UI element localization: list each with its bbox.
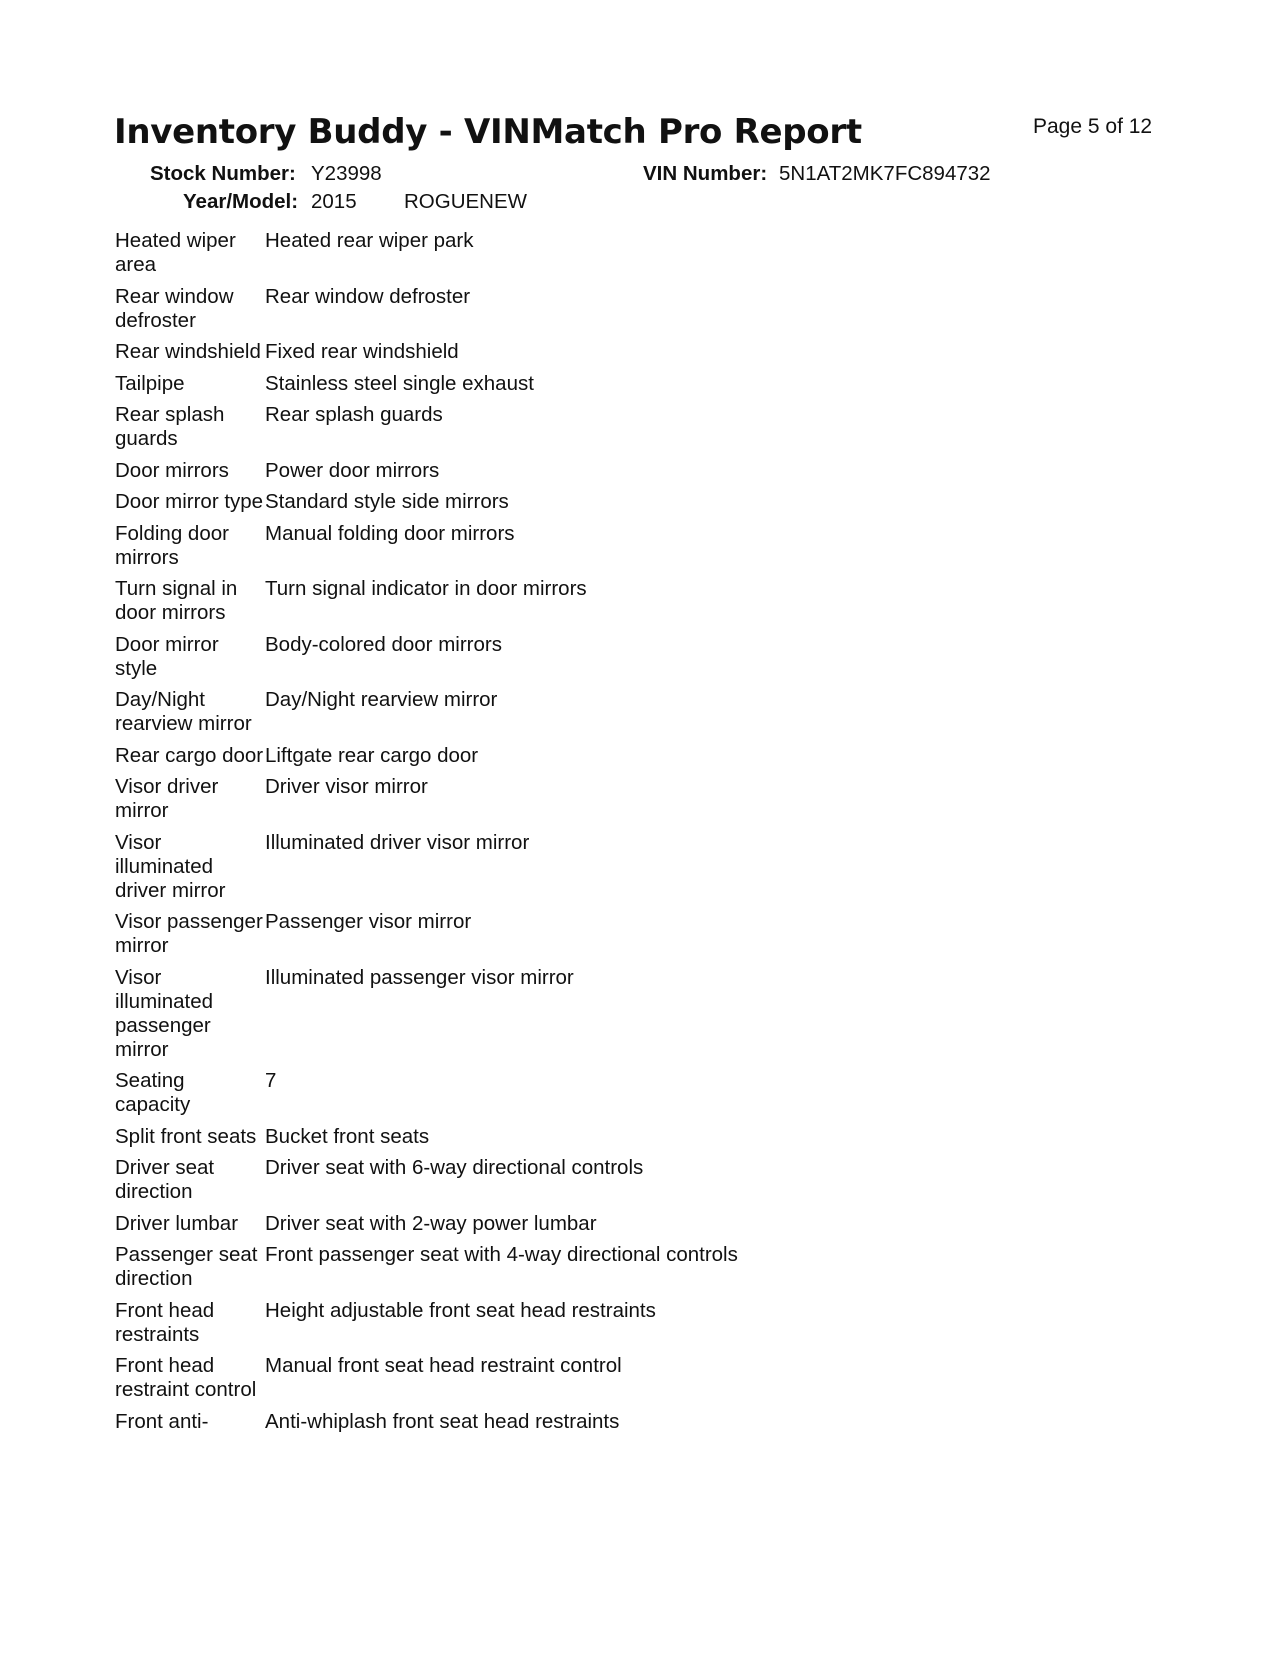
spec-list <box>115 229 1015 1441</box>
vin-number-label: VIN Number: <box>643 162 768 185</box>
spec-value: Fixed rear windshield <box>265 340 459 363</box>
spec-row <box>115 340 1015 364</box>
spec-row <box>115 403 1015 451</box>
spec-label: Visor illuminated passenger mirror <box>115 965 213 1061</box>
spec-row <box>115 775 1015 823</box>
spec-value: Rear splash guards <box>265 403 443 426</box>
spec-label: Driver seat direction <box>115 1156 215 1203</box>
stock-number-value: Y23998 <box>311 162 382 185</box>
spec-row <box>115 1125 1015 1149</box>
spec-row <box>115 1299 1015 1347</box>
spec-label: Split front seats <box>115 1124 257 1148</box>
page-number: Page 5 of 12 <box>1033 115 1153 138</box>
spec-value: Heated rear wiper park <box>265 229 474 252</box>
spec-value: Power door mirrors <box>265 458 440 482</box>
spec-value: Rear window defroster <box>265 284 471 308</box>
spec-row <box>115 633 1015 681</box>
spec-value: Body-colored door mirrors <box>265 632 502 656</box>
spec-row <box>115 1243 1015 1291</box>
spec-label: Rear window defroster <box>115 284 234 332</box>
spec-value: Driver visor mirror <box>265 775 428 798</box>
spec-row <box>115 1069 1015 1117</box>
spec-row <box>115 1410 1015 1434</box>
spec-label: Front anti- <box>115 1409 209 1433</box>
spec-value: Driver seat with 2-way power lumbar <box>265 1211 597 1235</box>
spec-row <box>115 1156 1015 1204</box>
spec-value: Turn signal indicator in door mirrors <box>265 577 587 600</box>
spec-row <box>115 744 1015 768</box>
spec-label: Passenger seat direction <box>115 1243 258 1290</box>
spec-row <box>115 966 1015 1062</box>
stock-number-label: Stock Number: <box>150 162 296 185</box>
spec-value: Height adjustable front seat head restraints <box>265 1298 656 1322</box>
spec-value: Illuminated driver visor mirror <box>265 830 530 854</box>
spec-value: Stainless steel single exhaust <box>265 371 534 395</box>
spec-row <box>115 577 1015 625</box>
spec-row <box>115 910 1015 958</box>
spec-label: Folding door mirrors <box>115 521 229 569</box>
spec-value: Bucket front seats <box>265 1124 430 1148</box>
spec-value: Passenger visor mirror <box>265 910 472 933</box>
spec-value: Front passenger seat with 4-way directional controls <box>265 1243 738 1266</box>
spec-label: Door mirror style <box>115 632 219 680</box>
spec-label: Visor passenger mirror <box>115 910 263 957</box>
spec-label: Front head restraint control <box>115 1354 257 1401</box>
spec-value: Day/Night rearview mirror <box>265 688 498 711</box>
spec-row <box>115 459 1015 483</box>
spec-value: Illuminated passenger visor mirror <box>265 965 574 989</box>
spec-label: Door mirror type <box>115 490 264 513</box>
spec-value: Manual front seat head restraint control <box>265 1354 622 1377</box>
spec-row <box>115 1212 1015 1236</box>
spec-row <box>115 372 1015 396</box>
spec-label: Turn signal in door mirrors <box>115 577 238 624</box>
spec-row <box>115 1354 1015 1402</box>
spec-label: Tailpipe <box>115 371 185 395</box>
spec-label: Rear windshield <box>115 340 261 363</box>
spec-row <box>115 831 1015 903</box>
year-value: 2015 <box>311 190 357 213</box>
spec-label: Visor driver mirror <box>115 775 219 822</box>
spec-label: Rear splash guards <box>115 403 225 450</box>
model-value: ROGUENEW <box>404 190 527 213</box>
spec-row <box>115 285 1015 333</box>
spec-value: Liftgate rear cargo door <box>265 743 479 767</box>
spec-row <box>115 229 1015 277</box>
spec-label: Driver lumbar <box>115 1211 239 1235</box>
spec-row <box>115 688 1015 736</box>
spec-label: Heated wiper area <box>115 229 236 276</box>
spec-value: Standard style side mirrors <box>265 490 509 513</box>
spec-label: Visor illuminated driver mirror <box>115 830 226 902</box>
spec-value: Anti-whiplash front seat head restraints <box>265 1409 620 1433</box>
vin-number-value: 5N1AT2MK7FC894732 <box>779 162 991 185</box>
spec-label: Day/Night rearview mirror <box>115 688 252 735</box>
spec-label: Front head restraints <box>115 1298 215 1346</box>
spec-value: 7 <box>265 1069 277 1092</box>
spec-value: Manual folding door mirrors <box>265 521 515 545</box>
spec-label: Door mirrors <box>115 458 229 482</box>
year-model-label: Year/Model: <box>183 190 299 213</box>
spec-row <box>115 522 1015 570</box>
report-title: Inventory Buddy - VINMatch Pro Report <box>114 112 862 152</box>
spec-value: Driver seat with 6-way directional controls <box>265 1156 644 1179</box>
spec-label: Rear cargo door <box>115 743 264 767</box>
spec-label: Seating capacity <box>115 1069 191 1116</box>
spec-row <box>115 490 1015 514</box>
